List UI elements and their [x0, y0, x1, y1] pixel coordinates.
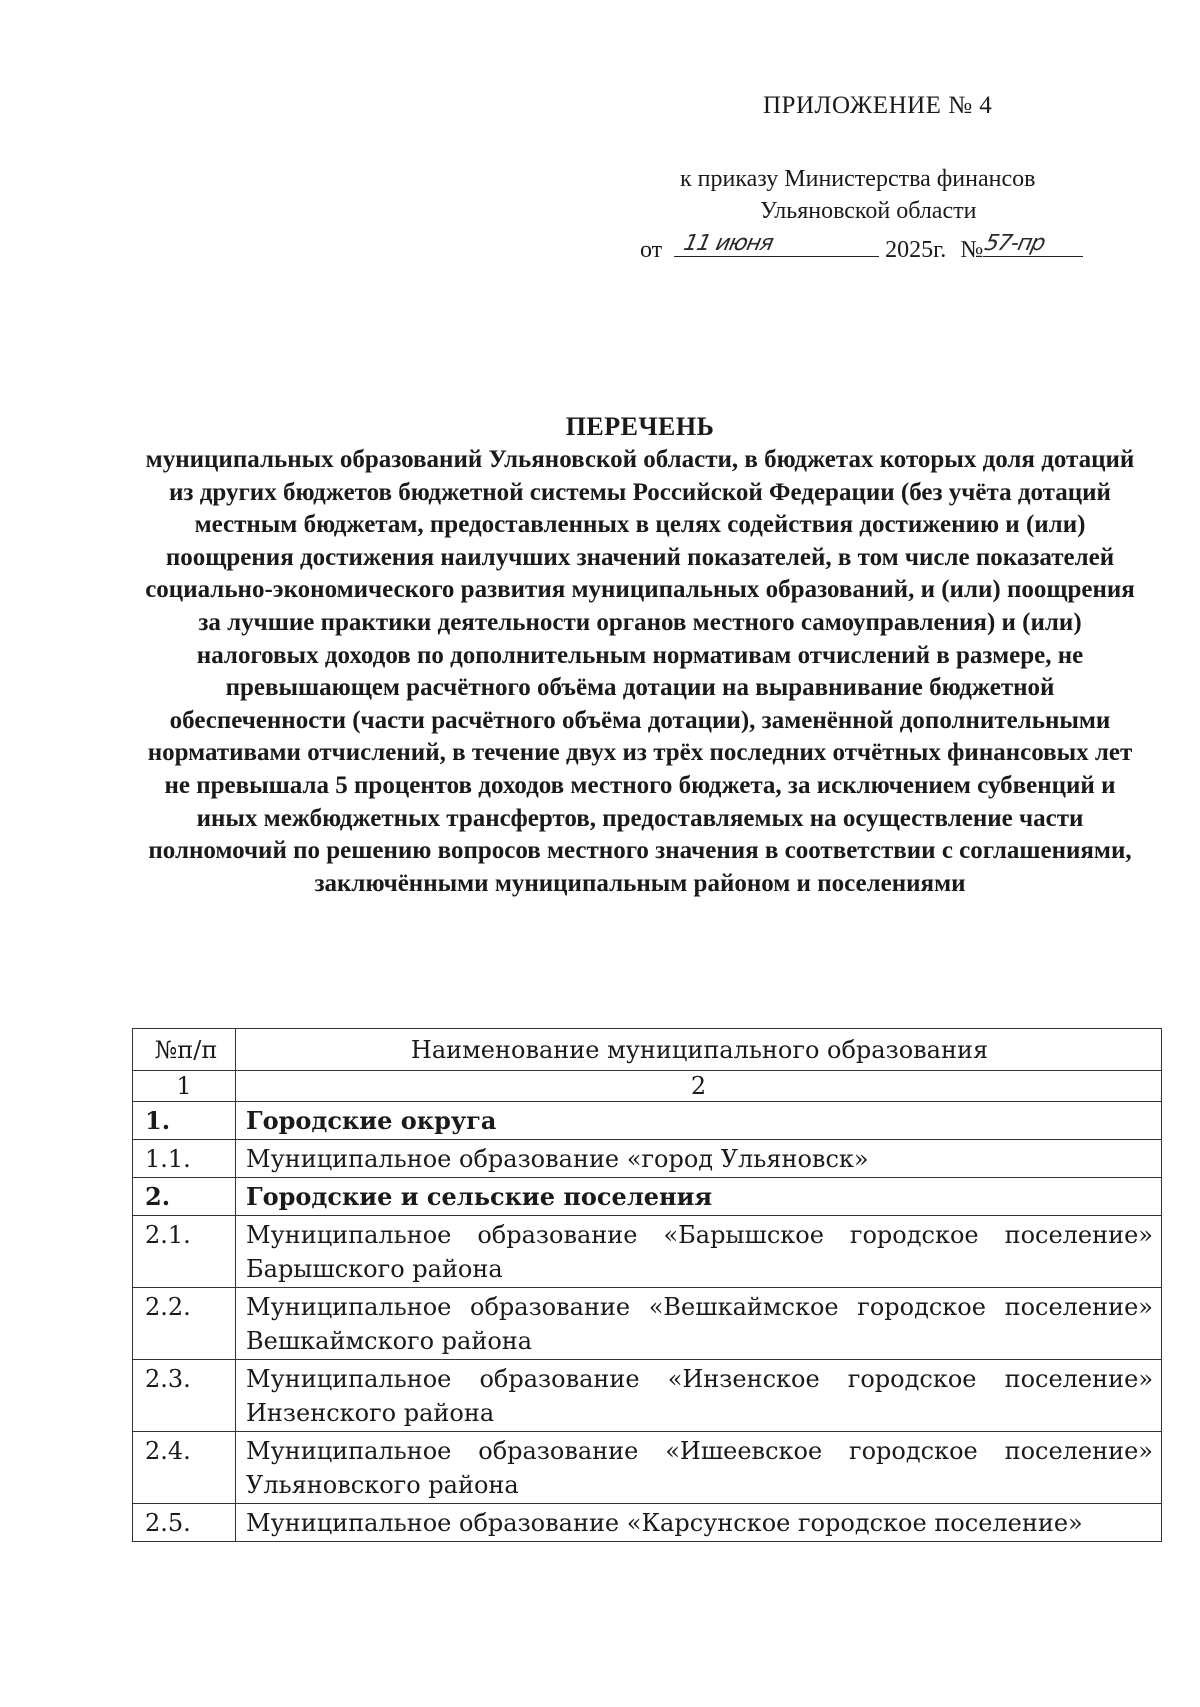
appendix-title: ПРИЛОЖЕНИЕ № 4	[763, 92, 993, 119]
heading-title: ПЕРЕЧЕНЬ	[565, 412, 715, 441]
table-row	[133, 1504, 1162, 1542]
order-date-prefix: от	[640, 237, 663, 263]
row-number: 2.5.	[133, 1504, 236, 1542]
order-year: 2025г.	[885, 237, 947, 263]
table-row	[133, 1216, 1162, 1288]
table-row	[133, 1288, 1162, 1360]
order-number-blank	[983, 232, 1083, 257]
row-municipality-name: Муниципальное образование «Ишеевское городское поселение» Ульяновского района	[236, 1432, 1162, 1504]
row-number: 2.4.	[133, 1432, 236, 1504]
row-municipality-name: Городские округа	[236, 1102, 1162, 1140]
row-municipality-name: Муниципальное образование «Барышское городское поселение» Барышского района	[236, 1216, 1162, 1288]
col-number-1: 1	[133, 1071, 236, 1102]
table-header-row	[133, 1029, 1162, 1071]
order-reference	[680, 163, 1035, 227]
table-row	[133, 1360, 1162, 1432]
row-number: 1.	[133, 1102, 236, 1140]
order-ref-line2: Ульяновской области	[760, 198, 977, 224]
municipalities-table	[132, 1028, 1162, 1542]
order-date-blank	[674, 232, 879, 257]
row-number: 2.	[133, 1178, 236, 1216]
table-row	[133, 1432, 1162, 1504]
row-municipality-name: Муниципальное образование «Карсунское городское поселение»	[236, 1504, 1162, 1542]
table-row	[133, 1140, 1162, 1178]
order-ref-line1: к приказу Министерства финансов	[680, 166, 1036, 192]
order-number-handwritten: 57-пр	[982, 231, 1048, 256]
row-municipality-name: Муниципальное образование «город Ульяновск»	[236, 1140, 1162, 1178]
order-date-line	[640, 232, 1083, 264]
column-numbers-row	[133, 1071, 1162, 1102]
row-number: 2.1.	[133, 1216, 236, 1288]
table-section-row	[133, 1102, 1162, 1140]
header-col-name: Наименование муниципального образования	[236, 1029, 1162, 1071]
col-number-2: 2	[236, 1071, 1162, 1102]
heading-body: муниципальных образований Ульяновской области, в бюджетах которых доля дотаций из других бюджетов бюджетной системы Российской Федерации (без учёта дотаций местным бюджетам, предоставленных в целях содействия достижению и (или) поощрения достижения наилучших значений показателей, в том числе показателей социально-экономического развития муниципальных образований, и (или) поощрения за лучшие практики деятельности органов местного самоуправления) и (или) налоговых доходов по дополнительным нормативам отчислений в размере, не превышающем расчётного объёма дотации на выравнивание бюджетной обеспеченности (части расчётного объёма дотации), заменённой дополнительными нормативами отчислений, в течение двух из трёх последних отчётных финансовых лет не превышала 5 процентов доходов местного бюджета, за исключением субвенций и иных межбюджетных трансфертов, предоставляемых на осуществление части полномочий по решению вопросов местного значения в соответствии с соглашениями, заключёнными муниципальным районом и поселениями	[145, 446, 1135, 897]
row-municipality-name: Муниципальное образование «Вешкаймское городское поселение» Вешкаймского района	[236, 1288, 1162, 1360]
row-municipality-name: Городские и сельские поселения	[236, 1178, 1162, 1216]
table-section-row	[133, 1178, 1162, 1216]
order-date-handwritten: 11 июня	[681, 231, 776, 256]
header-col-number: №п/п	[133, 1029, 236, 1071]
order-number-label: №	[960, 237, 984, 263]
row-municipality-name: Муниципальное образование «Инзенское городское поселение» Инзенского района	[236, 1360, 1162, 1432]
row-number: 1.1.	[133, 1140, 236, 1178]
document-heading	[130, 412, 1150, 900]
row-number: 2.2.	[133, 1288, 236, 1360]
row-number: 2.3.	[133, 1360, 236, 1432]
